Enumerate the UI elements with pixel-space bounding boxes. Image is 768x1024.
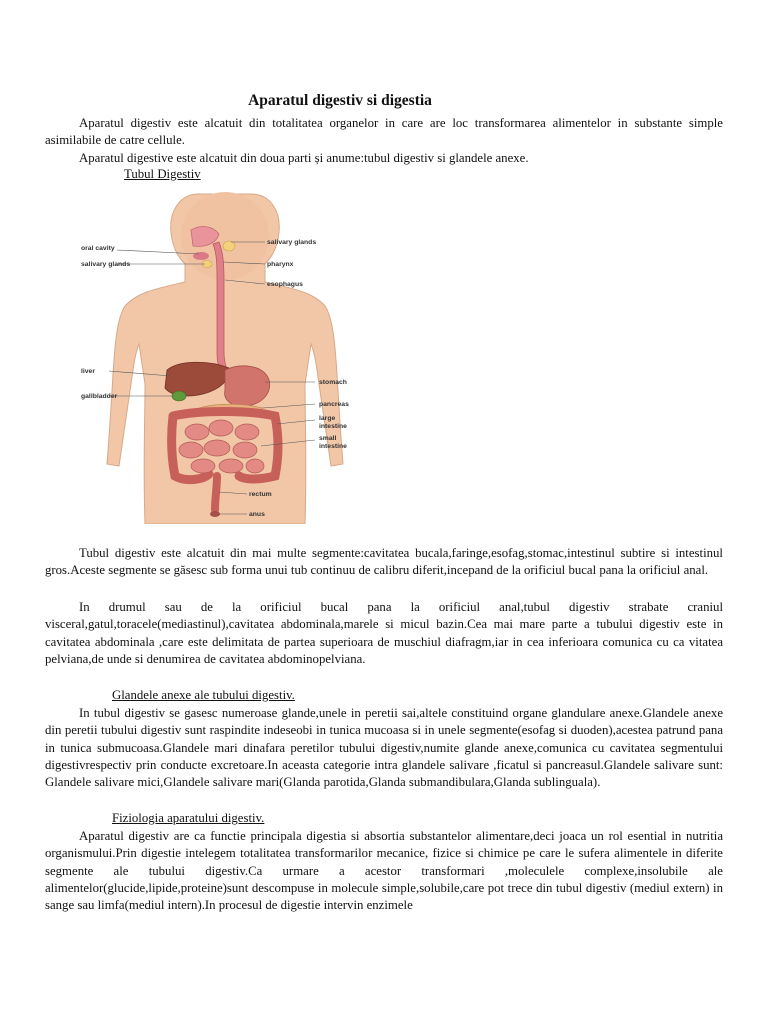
label-pharynx: pharynx (267, 261, 294, 268)
digestive-system-illustration (79, 184, 373, 524)
tubul-paragraph-1: Tubul digestiv este alcatuit din mai multe segmente:cavitatea bucala,faringe,esofag,stomac,intestinul subtire si intestinul gros.Aceste segmente se găsesc sub forma unui tub continuu de calibru diferit,incepand de la orificiul bucal pana la orificiul anal. (45, 546, 723, 578)
label-liver: liver (81, 368, 95, 375)
heading-glandele-anexe: Glandele anexe ale tubului digestiv. (112, 688, 295, 702)
label-large-intestine-2: intestine (319, 423, 347, 430)
label-salivary-glands-left: salivary glands (81, 261, 131, 268)
fiziologia-paragraph: Aparatul digestiv are ca functie principala digestia si absortia substantelor alimentare,deci joaca un rol esential in nutritia organismului.Prin digestie intelegem totalitatea transformarilor mecanice, fizice si chimice pe care le sufera alimentele in diferite segmente ale tubului digestiv.Ca urmare a acestor transformari ,moleculele complexe,insolubile ale alimentelor(glucide,lipide,proteine)sunt descompuse in molecule simple,solubile,care pot trece din tubul digestiv (mediul extern) in sange sau limfa(mediul intern).In procesul de digestie intervin enzimele (45, 829, 723, 913)
label-pancreas: pancreas (319, 401, 349, 408)
document-title: Aparatul digestiv si digestia (248, 92, 432, 109)
label-salivary-glands-right: salivary glands (267, 239, 317, 246)
label-rectum: rectum (249, 491, 272, 498)
glandele-paragraph: In tubul digestiv se gasesc numeroase glande,unele in peretii sai,altele constituind organe glandulare anexe.Glandele anexe din peretii tubului digestiv sunt raspindite indeseobi in tunica mucoasa si in unele segmente(esofag si duoden),acestea patrund pana in tunica submucoasa.Glandele mari dinafara peretilor tubului digestiv,numite glande anexe,comunica cu cavitatea segmentului digestivrespectiv prin conducte excretoare.In aceasta categorie intra glandele salivare ,ficatul si pancreasul.Glandele salivare sunt: Glandele salivare mici,Glandele salivare mari(Glanda parotida,Glanda submandibulara,Glanda sublinguala). (45, 706, 723, 790)
intro-paragraph-1: Aparatul digestiv este alcatuit din totalitatea organelor in care are loc transformarea alimentelor in substante simple asimilabile de catre cellule. (45, 116, 723, 148)
heading-fiziologia: Fiziologia aparatului digestiv. (112, 811, 265, 825)
label-anus: anus (249, 511, 265, 518)
label-esophagus: esophagus (267, 281, 303, 288)
label-small-intestine-1: small (319, 435, 337, 442)
label-large-intestine-1: large (319, 415, 336, 422)
label-gallbladder: gallbladder (81, 393, 118, 400)
tubul-paragraph-2: In drumul sau de la orificiul bucal pana la orificiul anal,tubul digestiv strabate craniul visceral,gatul,toracele(mediastinul),cavitatea abdominala,marele si micul bazin.Cea mai mare parte a tubului digestiv este in cavitatea abdominala ,care este delimitata de partea superioara de muschiul diafragm,iar in cea inferioara comunica cu ca vitatea pelviana,de unde si denumirea de cavitatea abdominopelviana. (45, 600, 723, 666)
intro-paragraph-2: Aparatul digestive este alcatuit din doua parti și anume:tubul digestiv si glandele anexe. (79, 151, 529, 165)
label-small-intestine-2: intestine (319, 443, 347, 450)
label-stomach: stomach (319, 379, 347, 386)
label-oral-cavity: oral cavity (81, 245, 115, 252)
heading-tubul-digestiv: Tubul Digestiv (124, 167, 201, 181)
digestive-system-diagram (79, 184, 373, 524)
